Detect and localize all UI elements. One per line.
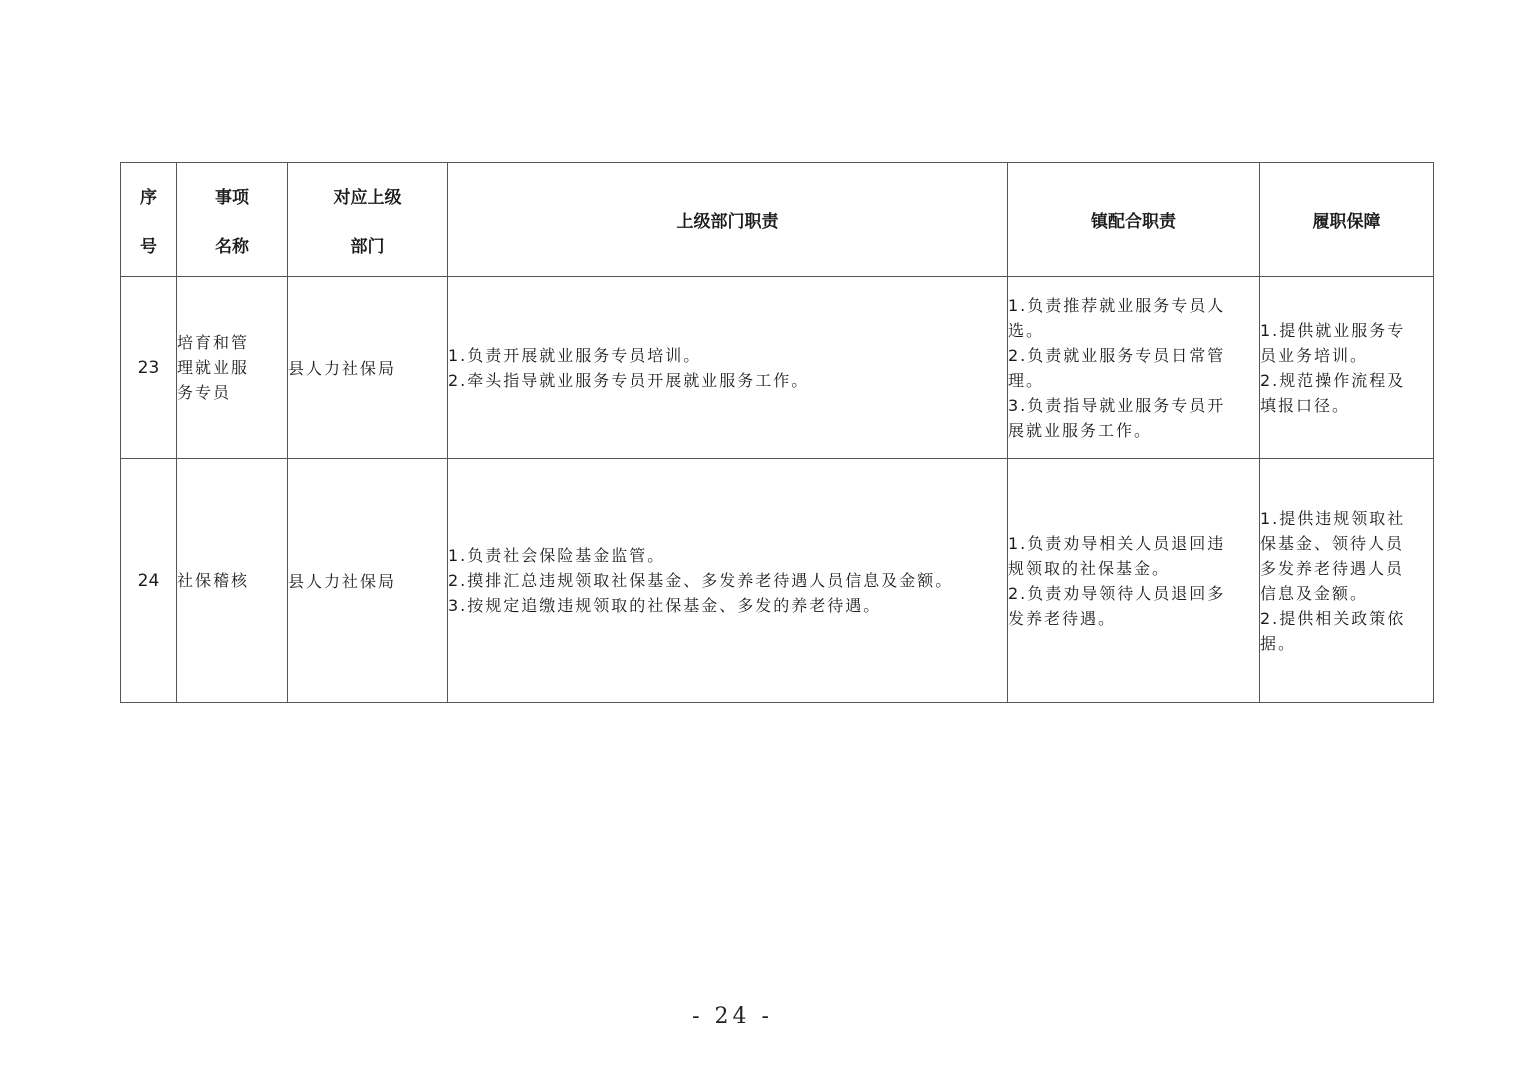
header-item — [177, 163, 288, 277]
upper-duty-line: 1.负责社会保险基金监管。 — [448, 546, 666, 565]
page-number: - 24 - — [692, 1004, 773, 1029]
header-seq-line1: 序 — [140, 187, 157, 208]
row-upper-duty — [448, 459, 1008, 703]
header-item-line2: 名称 — [215, 236, 249, 257]
row-item — [177, 277, 288, 459]
row-town-duty — [1008, 277, 1260, 459]
upper-duty-line: 1.负责开展就业服务专员培训。 — [448, 345, 702, 365]
row-item — [177, 459, 288, 703]
row-dept: 县人力社保局 — [288, 277, 448, 459]
header-dept-line1: 对应上级 — [333, 187, 402, 208]
guarantee-line: 据。 — [1260, 633, 1297, 653]
guarantee-line: 填报口径。 — [1260, 395, 1351, 415]
town-duty-line: 1.负责推荐就业服务专员人 — [1008, 295, 1226, 315]
town-duty-line: 展就业服务工作。 — [1008, 420, 1153, 440]
row-upper-duty — [448, 277, 1008, 459]
header-item-line1: 事项 — [215, 187, 249, 208]
duty-table — [120, 162, 1434, 703]
row-item-line: 社保稽核 — [177, 571, 250, 590]
town-duty-line: 规领取的社保基金。 — [1008, 558, 1171, 578]
guarantee-line: 员业务培训。 — [1260, 345, 1369, 365]
row-item-line: 理就业服 — [177, 358, 250, 377]
row-town-duty — [1008, 459, 1260, 703]
town-duty-line: 发养老待遇。 — [1008, 608, 1117, 628]
upper-duty-line: 2.摸排汇总违规领取社保基金、多发养老待遇人员信息及金额。 — [448, 571, 954, 590]
town-duty-line: 2.负责劝导领待人员退回多 — [1008, 583, 1226, 603]
guarantee-line: 2.规范操作流程及 — [1260, 370, 1406, 390]
guarantee-line: 1.提供就业服务专 — [1260, 320, 1406, 340]
town-duty-line: 选。 — [1008, 320, 1045, 340]
header-seq-line2: 号 — [140, 236, 157, 257]
row-guarantee — [1260, 459, 1434, 703]
guarantee-line: 信息及金额。 — [1260, 583, 1369, 603]
guarantee-line: 1.提供违规领取社 — [1260, 508, 1406, 528]
header-upper-duty: 上级部门职责 — [448, 163, 1008, 277]
row-item-line: 培育和管 — [177, 333, 250, 352]
table-row — [121, 459, 1434, 703]
upper-duty-line: 3.按规定追缴违规领取的社保基金、多发的养老待遇。 — [448, 596, 882, 615]
town-duty-line: 理。 — [1008, 370, 1045, 390]
row-seq: 23 — [121, 277, 177, 459]
row-guarantee — [1260, 277, 1434, 459]
town-duty-line: 1.负责劝导相关人员退回违 — [1008, 533, 1226, 553]
row-seq: 24 — [121, 459, 177, 703]
header-row — [121, 163, 1434, 277]
row-item-line: 务专员 — [177, 383, 232, 402]
header-dept-line2: 部门 — [350, 236, 385, 257]
upper-duty-line: 2.牵头指导就业服务专员开展就业服务工作。 — [448, 370, 810, 390]
header-guarantee: 履职保障 — [1260, 163, 1434, 277]
header-town-duty: 镇配合职责 — [1008, 163, 1260, 277]
town-duty-line: 2.负责就业服务专员日常管 — [1008, 345, 1226, 365]
row-dept: 县人力社保局 — [288, 459, 448, 703]
guarantee-line: 多发养老待遇人员 — [1260, 558, 1405, 578]
header-seq — [121, 163, 177, 277]
guarantee-line: 保基金、领待人员 — [1260, 533, 1405, 553]
header-dept — [288, 163, 448, 277]
town-duty-line: 3.负责指导就业服务专员开 — [1008, 395, 1226, 415]
guarantee-line: 2.提供相关政策依 — [1260, 608, 1406, 628]
table-row — [121, 277, 1434, 459]
